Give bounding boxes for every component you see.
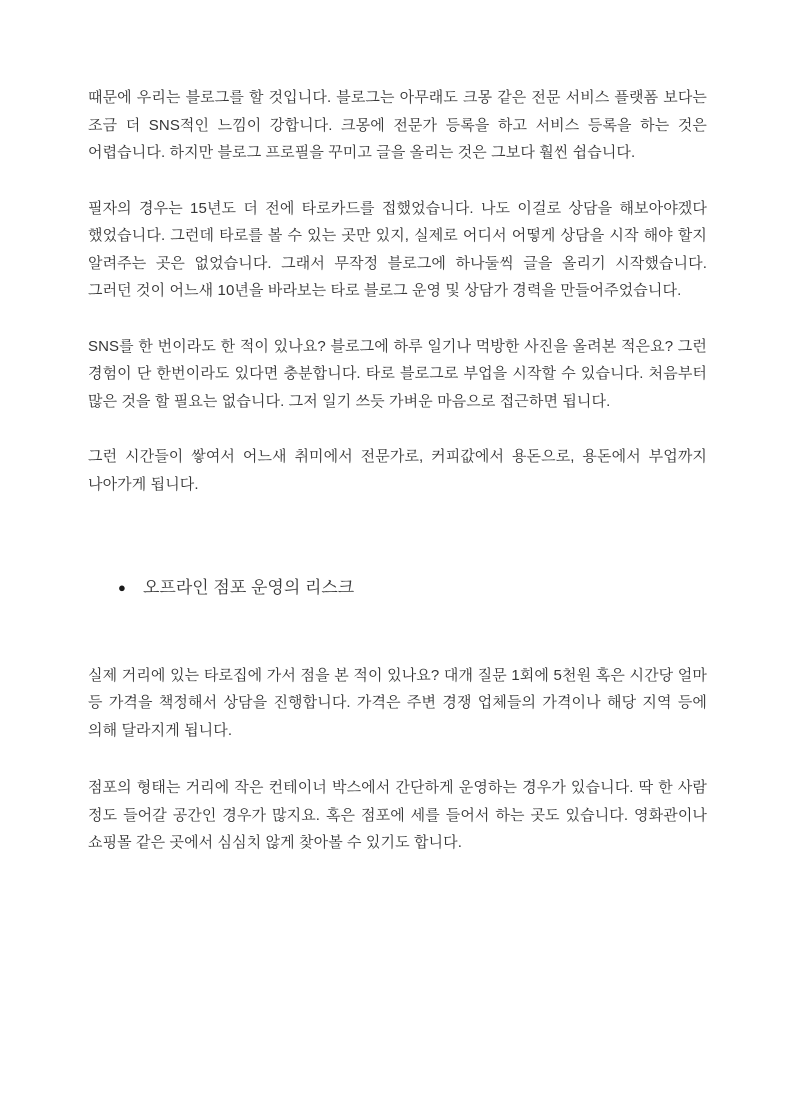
paragraph-sns-experience: SNS를 한 번이라도 한 적이 있나요? 블로그에 하루 일기나 먹방한 사진을 올려본 적은요? 그런 경험이 단 한번이라도 있다면 충분합니다. 타로 블로그로 부업을 시작할 수 있습니다. 처음부터 많은 것을 할 필요는 없습니다. 그저 일기 쓰듯 가벼운 마음으로 접근하면 됩니다.: [88, 337, 707, 410]
paragraph-street-tarot-pricing: 실제 거리에 있는 타로집에 가서 점을 본 적이 있나요? 대개 질문 1회에 5천원 혹은 시간당 얼마 등 가격을 책정해서 상담을 진행합니다. 가격은 주변 경쟁 업체들의 가격이나 해당 지역 등에 의해 달라지게 됩니다.: [88, 666, 707, 739]
paragraph-store-types: 점포의 형태는 거리에 작은 컨테이너 박스에서 간단하게 운영하는 경우가 있습니다. 딱 한 사람 정도 들어갈 공간인 경우가 많지요. 혹은 점포에 세를 들어서 하는 곳도 있습니다. 영화관이나 쇼핑몰 같은 곳에서 심심치 않게 찾아볼 수 있기도 합니다.: [88, 779, 707, 851]
bullet-icon: ●: [118, 580, 126, 595]
paragraph-author-history: 필자의 경우는 15년도 더 전에 타로카드를 접했었습니다. 나도 이걸로 상담을 해보아야겠다 했었습니다. 그런데 타로를 볼 수 있는 곳만 있지, 실제로 어디서 어떻게 상담을 시작 해야 할지 알려주는 곳은 없었습니다. 그래서 무작정 블로그에 하나둘씩 글을 올리기 시작했습니다. 그러던 것이 어느새 10년을 바라보는 타로 블로그 운영 및 상담가 경력을 만들어주었습니다.: [88, 199, 707, 299]
bullet-heading-label: 오프라인 점포 운영의 리스크: [143, 578, 355, 597]
paragraph-hobby-to-sidejob: 그런 시간들이 쌓여서 어느새 취미에서 전문가로, 커피값에서 용돈으로, 용돈에서 부업까지 나아가게 됩니다.: [88, 448, 707, 493]
bullet-heading-offline-store-risk: [118, 574, 707, 602]
paragraph-blog-intro: 때문에 우리는 블로그를 할 것입니다. 블로그는 아무래도 크몽 같은 전문 서비스 플랫폼 보다는 조금 더 SNS적인 느낌이 강합니다. 크몽에 전문가 등록을 하고 서비스 등록을 하는 것은 어렵습니다. 하지만 블로그 프로필을 꾸미고 글을 올리는 것은 그보다 훨씬 쉽습니다.: [88, 89, 707, 161]
